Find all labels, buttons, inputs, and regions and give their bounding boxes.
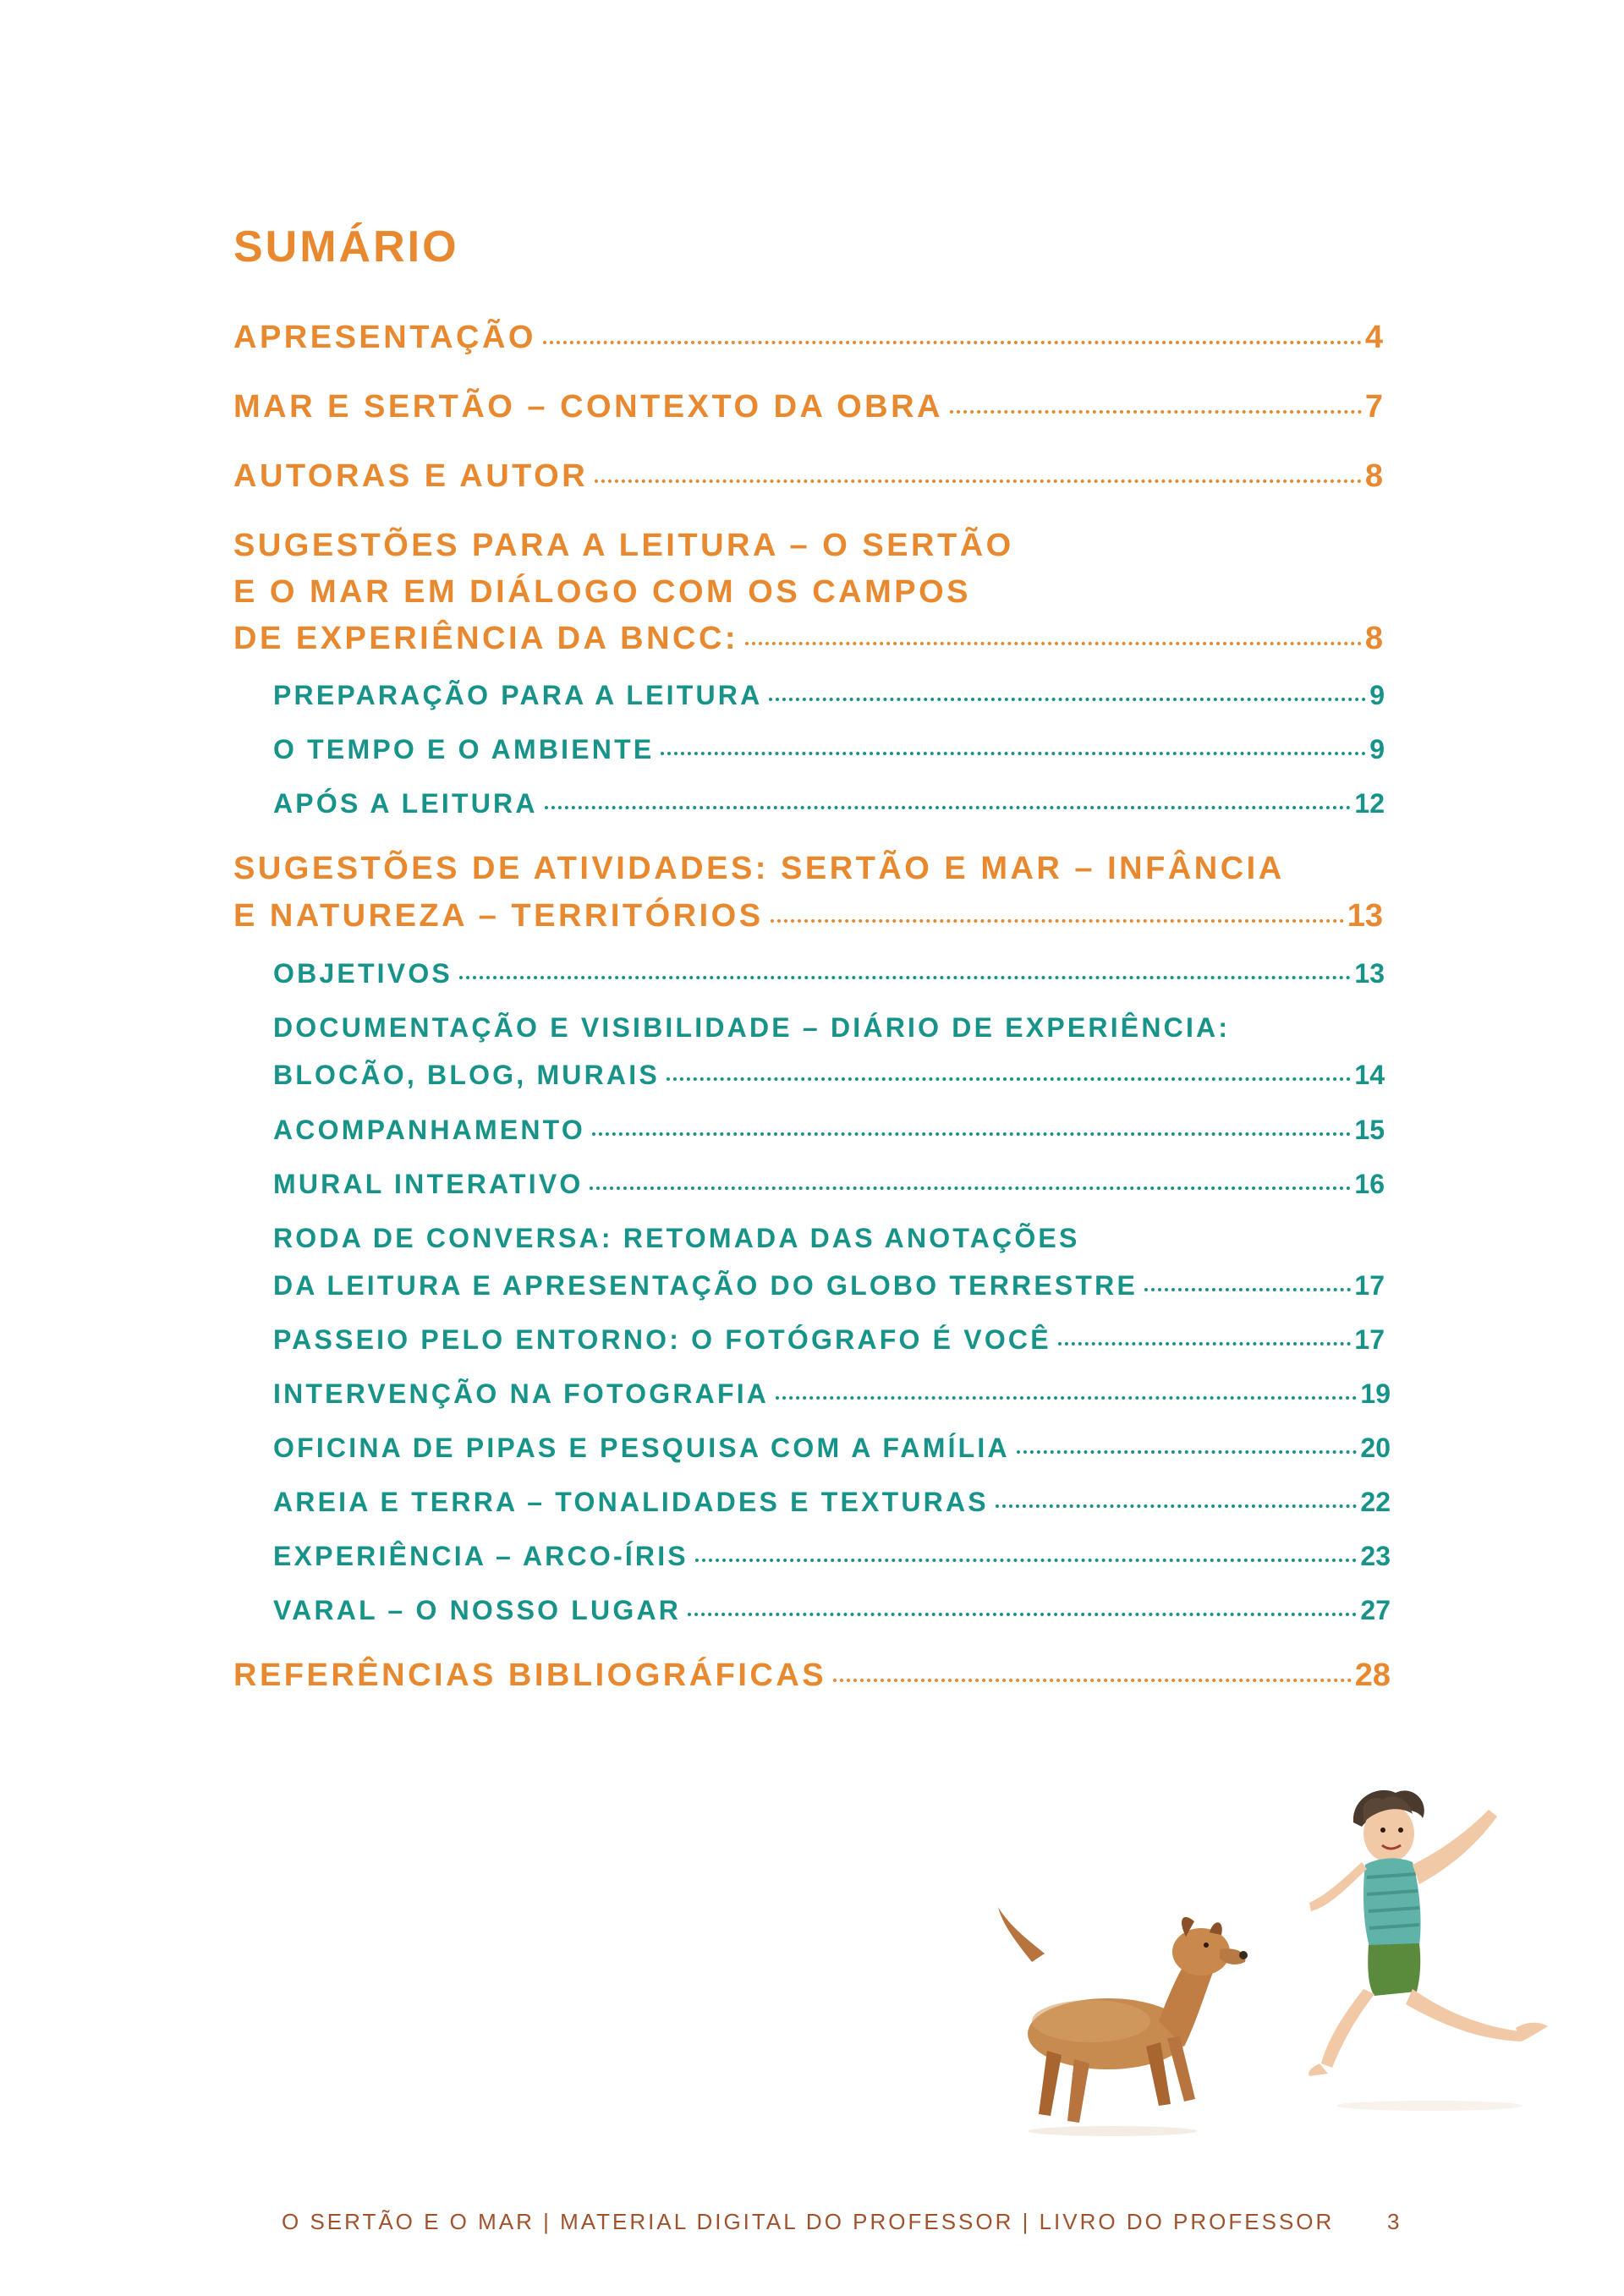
dot-leader <box>695 1559 1358 1562</box>
dot-leader <box>776 1396 1357 1400</box>
toc-entry-page: 13 <box>1347 898 1383 934</box>
toc-entry-label: DE EXPERIÊNCIA DA BNCC: <box>233 621 739 656</box>
toc-entry-page: 17 <box>1354 1324 1385 1355</box>
toc-entry-page: 13 <box>1354 958 1385 989</box>
toc-subentry-documentacao[interactable] <box>273 1060 1385 1091</box>
toc-entry-page: 8 <box>1364 458 1383 494</box>
toc-subentry-oficina[interactable] <box>273 1433 1391 1464</box>
toc-entry-label: PREPARAÇÃO PARA A LEITURA <box>273 680 763 710</box>
toc-entry-label: BLOCÃO, BLOG, MURAIS <box>273 1060 660 1090</box>
toc-entry-page: 27 <box>1360 1595 1391 1625</box>
dot-leader <box>769 698 1366 701</box>
toc-entry-contexto-da-obra[interactable] <box>233 389 1383 425</box>
toc-subentry-varal[interactable] <box>273 1595 1391 1626</box>
dog-and-child-illustration <box>956 1767 1573 2190</box>
dot-leader <box>592 1132 1351 1136</box>
dot-leader <box>950 410 1362 414</box>
toc-entry-page: 4 <box>1364 320 1383 355</box>
toc-entry-label: E NATUREZA – TERRITÓRIOS <box>233 898 764 934</box>
footer-page-number: 3 <box>1387 2209 1402 2234</box>
dot-leader <box>1017 1450 1358 1454</box>
dot-leader <box>590 1186 1351 1190</box>
toc-entry-referencias[interactable] <box>233 1658 1391 1694</box>
dog-figure <box>998 1907 1248 2136</box>
footer-text: O SERTÃO E O MAR | MATERIAL DIGITAL DO PROFESSOR | LIVRO DO PROFESSOR <box>282 2209 1335 2234</box>
dot-leader <box>543 341 1362 344</box>
toc-entry-sugestoes-leitura[interactable] <box>233 621 1383 657</box>
toc-entry-page: 16 <box>1354 1169 1385 1199</box>
toc-entry-page: 19 <box>1360 1378 1391 1409</box>
toc-subentry-tempo-ambiente[interactable] <box>273 734 1385 765</box>
dot-leader <box>688 1613 1357 1616</box>
toc-entry-page: 15 <box>1354 1115 1385 1145</box>
toc-entry-page: 20 <box>1360 1433 1391 1463</box>
toc-subentry-apos-leitura[interactable] <box>273 788 1385 819</box>
dot-leader <box>661 752 1366 755</box>
toc-entry-line[interactable]: DOCUMENTAÇÃO E VISIBILIDADE – DIÁRIO DE EXPERIÊNCIA: <box>273 1012 1231 1043</box>
toc-title: SUMÁRIO <box>233 222 459 271</box>
toc-entry-page: 9 <box>1369 680 1385 710</box>
dot-leader <box>1144 1288 1351 1291</box>
toc-subentry-objetivos[interactable] <box>273 958 1385 989</box>
toc-entry-label: ACOMPANHAMENTO <box>273 1115 585 1145</box>
toc-entry-page: 23 <box>1360 1541 1391 1571</box>
toc-entry-page: 12 <box>1354 788 1385 819</box>
toc-entry-page: 8 <box>1364 621 1383 656</box>
toc-subentry-experiencia[interactable] <box>273 1541 1391 1572</box>
toc-entry-label: APRESENTAÇÃO <box>233 320 536 355</box>
toc-entry-line[interactable]: RODA DE CONVERSA: RETOMADA DAS ANOTAÇÕES <box>273 1223 1080 1253</box>
toc-entry-line[interactable]: E O MAR EM DIÁLOGO COM OS CAMPOS <box>233 574 972 610</box>
dot-leader <box>1058 1342 1352 1345</box>
dot-leader <box>833 1679 1352 1682</box>
toc-entry-label: REFERÊNCIAS BIBLIOGRÁFICAS <box>233 1658 827 1693</box>
toc-entry-label: APÓS A LEITURA <box>273 788 538 819</box>
toc-entry-page: 17 <box>1354 1270 1385 1301</box>
toc-entry-label: PASSEIO PELO ENTORNO: O FOTÓGRAFO É VOCÊ <box>273 1324 1051 1355</box>
toc-entry-label: VARAL – O NOSSO LUGAR <box>273 1595 682 1625</box>
toc-subentry-preparacao[interactable] <box>273 680 1385 711</box>
toc-entry-autoras-e-autor[interactable] <box>233 458 1383 495</box>
toc-subentry-mural-interativo[interactable] <box>273 1169 1385 1200</box>
toc-entry-label: OFICINA DE PIPAS E PESQUISA COM A FAMÍLIA <box>273 1433 1010 1463</box>
toc-entry-label: EXPERIÊNCIA – ARCO-ÍRIS <box>273 1541 689 1571</box>
dot-leader <box>459 976 1351 979</box>
toc-entry-line[interactable]: SUGESTÕES DE ATIVIDADES: SERTÃO E MAR – INFÂNCIA <box>233 851 1285 886</box>
toc-entry-label: MAR E SERTÃO – CONTEXTO DA OBRA <box>233 389 943 425</box>
dot-leader <box>996 1504 1358 1508</box>
dot-leader <box>595 479 1362 483</box>
toc-entry-label: MURAL INTERATIVO <box>273 1169 584 1199</box>
dot-leader <box>771 919 1344 923</box>
toc-entry-page: 14 <box>1354 1060 1385 1090</box>
dot-leader <box>545 806 1352 809</box>
toc-entry-page: 7 <box>1364 389 1383 425</box>
toc-entry-label: INTERVENÇÃO NA FOTOGRAFIA <box>273 1378 770 1409</box>
toc-entry-apresentacao[interactable] <box>233 320 1383 356</box>
child-figure <box>1309 1790 1548 2111</box>
toc-entry-line[interactable]: SUGESTÕES PARA A LEITURA – O SERTÃO <box>233 528 1014 563</box>
toc-entry-sugestoes-atividades[interactable] <box>233 898 1383 934</box>
toc-entry-label: OBJETIVOS <box>273 958 453 989</box>
toc-subentry-passeio[interactable] <box>273 1324 1385 1356</box>
toc-subentry-roda-de-conversa[interactable] <box>273 1270 1385 1301</box>
toc-entry-page: 9 <box>1369 734 1385 764</box>
dot-leader <box>667 1077 1352 1081</box>
toc-subentry-areia-terra[interactable] <box>273 1487 1391 1518</box>
toc-entry-page: 28 <box>1354 1658 1391 1693</box>
toc-subentry-acompanhamento[interactable] <box>273 1115 1385 1146</box>
toc-subentry-intervencao[interactable] <box>273 1378 1391 1410</box>
toc-entry-label: O TEMPO E O AMBIENTE <box>273 734 655 764</box>
toc-entry-label: AUTORAS E AUTOR <box>233 458 589 494</box>
toc-entry-page: 22 <box>1360 1487 1391 1517</box>
toc-entry-label: DA LEITURA E APRESENTAÇÃO DO GLOBO TERRESTRE <box>273 1270 1138 1301</box>
toc-entry-label: AREIA E TERRA – TONALIDADES E TEXTURAS <box>273 1487 989 1517</box>
dot-leader <box>745 642 1362 645</box>
